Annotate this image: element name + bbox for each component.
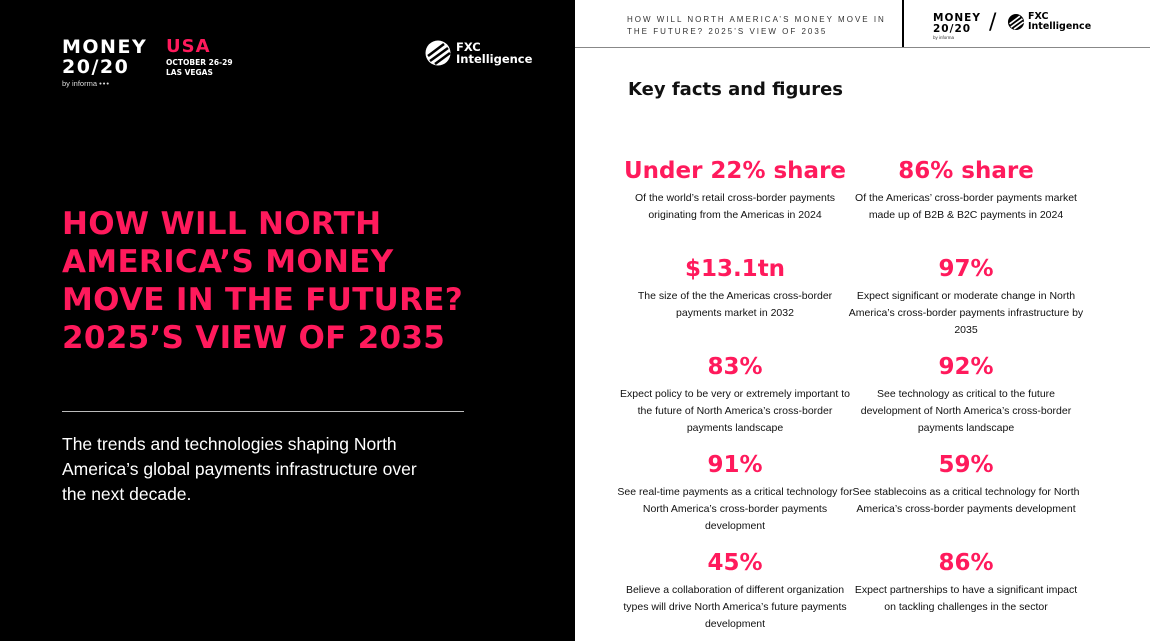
fact-desc: Expect significant or moderate change in North America’s cross-border payments infrastructure by 2035	[848, 290, 1084, 336]
fact-desc: See stablecoins as a critical technology for North America’s cross-border payments development	[852, 486, 1080, 515]
brand-line1: MONEY	[62, 36, 148, 58]
fxc-line1: FXC	[456, 39, 481, 54]
brand-small-by: by informa	[933, 35, 955, 40]
brand-small-line2: 20/20	[933, 23, 972, 35]
fact-value: 86%	[938, 550, 994, 576]
header-title: HOW WILL NORTH AMERICA’S MONEY MOVE IN THE FUTURE? 2025’S VIEW OF 2035	[627, 15, 886, 36]
money2020-logo-small	[933, 13, 981, 41]
cover-headline: HOW WILL NORTH AMERICA’S MONEY MOVE IN THE FUTURE? 2025’S VIEW OF 2035	[62, 206, 464, 356]
fxc-logo	[424, 39, 532, 67]
fact-value: 59%	[938, 452, 994, 478]
fxc-small-line1: FXC	[1028, 11, 1049, 22]
fact-item	[848, 353, 1084, 437]
header-separator	[902, 0, 904, 47]
fact-desc: Of the Americas’ cross-border payments market made up of B2B & B2C payments in 2024	[855, 192, 1077, 221]
fact-value: 83%	[707, 354, 763, 380]
fact-value: Under 22% share	[623, 158, 847, 184]
fact-item	[617, 353, 853, 437]
fxc-globe-icon	[1007, 13, 1025, 31]
fact-desc: Expect policy to be very or extremely important to the future of North America’s cross-border payments landscape	[620, 388, 850, 434]
fact-value: 86% share	[898, 158, 1034, 184]
fact-desc: The size of the the Americas cross-border payments market in 2032	[637, 290, 833, 319]
fact-desc: See real-time payments as a critical technology for North America’s cross-border payments development	[617, 486, 853, 532]
logo-slash: /	[989, 10, 997, 35]
fxc-small-line2: Intelligence	[1028, 21, 1092, 32]
section-title: Key facts and figures	[628, 79, 844, 100]
fact-item	[848, 451, 1084, 518]
fact-value: 45%	[707, 550, 763, 576]
fact-desc: Expect partnerships to have a significant impact on tackling challenges in the sector	[854, 584, 1078, 613]
fact-item	[617, 255, 853, 322]
event-dates: OCTOBER 26-29	[166, 58, 233, 67]
facts-panel	[575, 0, 1150, 641]
fact-item	[848, 255, 1084, 339]
fact-desc: Of the world’s retail cross-border payments originating from the Americas in 2024	[635, 192, 835, 221]
fxc-line2: Intelligence	[456, 52, 533, 66]
fact-item	[848, 157, 1084, 224]
divider	[62, 411, 464, 412]
event-city: LAS VEGAS	[166, 68, 213, 77]
fact-item	[848, 549, 1084, 616]
fact-value: 91%	[707, 452, 763, 478]
event-country: USA	[166, 36, 211, 57]
fact-value: 97%	[938, 256, 994, 282]
cover-subhead: The trends and technologies shaping North America’s global payments infrastructure over the next decade.	[62, 434, 417, 504]
header-rule	[575, 47, 1150, 48]
event-info	[166, 37, 233, 77]
fact-desc: Believe a collaboration of different organization types will drive North America’s future payments development	[623, 584, 847, 630]
brand-small-line1: MONEY	[933, 12, 981, 24]
brand-by: by informa •••	[62, 79, 110, 88]
fxc-globe-icon	[424, 39, 452, 67]
fact-value: $13.1tn	[684, 256, 786, 282]
fact-item	[617, 549, 853, 633]
brand-line2: 20/20	[62, 56, 130, 78]
money2020-logo	[62, 37, 147, 89]
fact-desc: See technology as critical to the future development of North America’s cross-border payments landscape	[860, 388, 1072, 434]
fact-value: 92%	[938, 354, 994, 380]
fact-item	[617, 157, 853, 224]
fact-item	[617, 451, 853, 535]
fxc-logo-small	[1007, 12, 1091, 32]
